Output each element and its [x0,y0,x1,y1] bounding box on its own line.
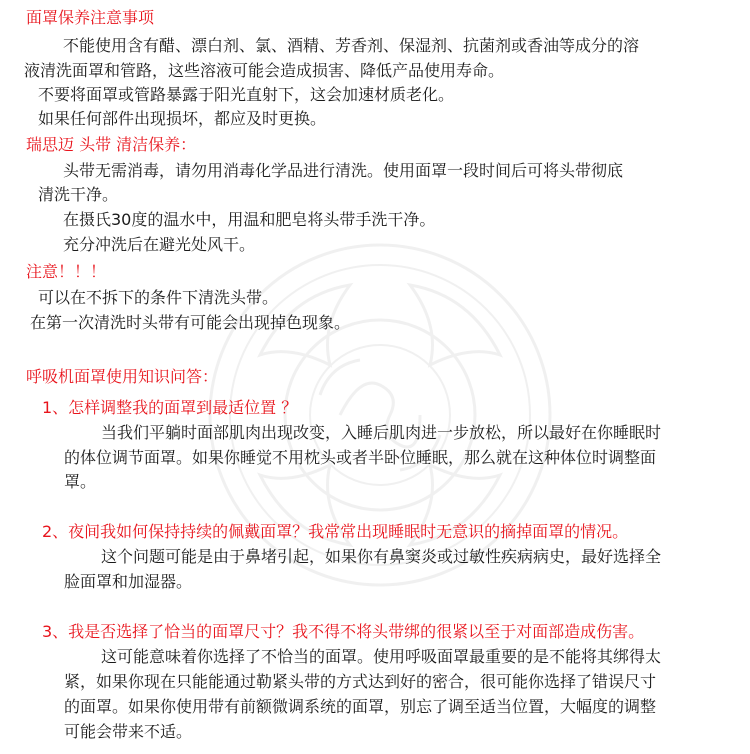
notice-paragraph-1: 可以在不拆下的条件下清洗头带。 [38,288,279,307]
headgear-title: 瑞思迈 头带 清洁保养： [26,135,197,154]
care-paragraph-1-line-1: 不能使用含有醋、漂白剂、氯、酒精、芳香剂、保湿剂、抗菌剂或香油等成分的溶 [63,36,640,55]
headgear-paragraph-3: 充分冲洗后在避光处风干。 [63,235,256,254]
notice-title: 注意！！！ [26,262,107,281]
care-paragraph-3: 如果任何部件出现损坏，都应及时更换。 [38,109,327,128]
answer-1-line-3: 罩。 [64,472,97,491]
answer-3-line-1: 这可能意味着你选择了不恰当的面罩。使用呼吸面罩最重要的是不能将其绑得太 [101,647,662,666]
answer-3-line-2: 紧，如果你现在只能能通过勒紧头带的方式达到好的密合，很可能你选择了错误尺寸 [64,672,657,691]
headgear-paragraph-1-line-2: 清洗干净。 [38,185,119,204]
care-paragraph-2: 不要将面罩或管路暴露于阳光直射下，这会加速材质老化。 [38,85,455,104]
question-1: 1、怎样调整我的面罩到最适位置 ？ [42,398,298,417]
answer-3-line-4: 可能会带来不适。 [64,722,193,741]
notice-paragraph-2: 在第一次清洗时头带有可能会出现掉色现象。 [30,313,351,332]
qa-title: 呼吸机面罩使用知识问答： [26,367,219,386]
question-3: 3、我是否选择了恰当的面罩尺寸？我不得不将头带绑的很紧以至于对面部造成伤害。 [42,622,645,641]
answer-3-line-3: 的面罩。如果你使用带有前额微调系统的面罩，别忘了调至适当位置，大幅度的调整 [64,697,657,716]
answer-2-line-2: 脸面罩和加湿器。 [64,572,193,591]
answer-1-line-1: 当我们平躺时面部肌肉出现改变，入睡后肌肉进一步放松，所以最好在你睡眠时 [101,423,662,442]
headgear-paragraph-2: 在摄氏30度的温水中，用温和肥皂将头带手洗干净。 [63,210,436,229]
question-2: 2、夜间我如何保持持续的佩戴面罩？我常常出现睡眠时无意识的摘掉面罩的情况。 [42,522,629,541]
headgear-paragraph-1-line-1: 头带无需消毒，请勿用消毒化学品进行清洗。使用面罩一段时间后可将头带彻底 [63,161,624,180]
answer-2-line-1: 这个问题可能是由于鼻堵引起，如果你有鼻窦炎或过敏性疾病病史，最好选择全 [101,547,662,566]
care-paragraph-1-line-2: 液清洗面罩和管路，这些溶液可能会造成损害、降低产品使用寿命。 [24,61,505,80]
answer-1-line-2: 的体位调节面罩。如果你睡觉不用枕头或者半卧位睡眠，那么就在这种体位时调整面 [64,448,657,467]
care-title: 面罩保养注意事项 [26,8,155,27]
